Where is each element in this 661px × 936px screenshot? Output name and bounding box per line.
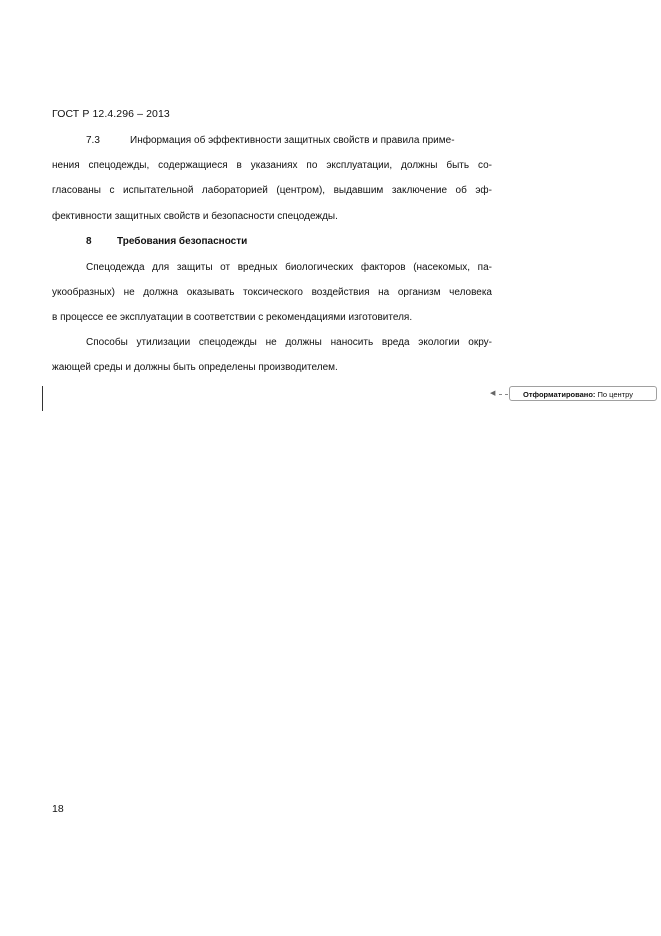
balloon-leader-line (499, 394, 508, 395)
change-bar (42, 386, 43, 411)
page-number: 18 (52, 803, 64, 815)
clause-7-3-line-1 (52, 134, 492, 148)
clause-7-3-line-2: нения спецодежды, содержащиеся в указаниях по эксплуатации, должны быть со- (52, 160, 492, 171)
balloon-label: Отформатировано: (523, 390, 596, 399)
arrow-left-icon: ◀ (490, 390, 496, 397)
section-number: 8 (86, 236, 92, 247)
comment-balloon-group[interactable] (490, 384, 661, 404)
document-header: ГОСТ Р 12.4.296 – 2013 (52, 108, 170, 120)
clause-text: Информация об эффективности защитных свойств и правила приме- (130, 135, 455, 146)
clause-7-3-line-4: фективности защитных свойств и безопасности спецодежды. (52, 211, 338, 222)
section-heading (86, 236, 247, 247)
clause-7-3-line-3: гласованы с испытательной лабораторией (центром), выдавшим заключение об эф- (52, 185, 492, 196)
formatting-balloon[interactable] (509, 386, 657, 401)
clause-number: 7.3 (86, 135, 100, 146)
paragraph-1-line-1: Спецодежда для защиты от вредных биологических факторов (насекомых, па- (86, 262, 492, 273)
paragraph-1-line-2: укообразных) не должна оказывать токсического воздействия на организм человека (52, 287, 492, 298)
paragraph-1-line-3: в процессе ее эксплуатации в соответствии с рекомендациями изготовителя. (52, 312, 413, 323)
balloon-value: По центру (597, 390, 633, 399)
paragraph-2-line-1: Способы утилизации спецодежды не должны наносить вреда экологии окру- (86, 337, 492, 348)
section-title: Требования безопасности (117, 236, 248, 247)
paragraph-2-line-2: жающей среды и должны быть определены производителем. (52, 362, 338, 373)
